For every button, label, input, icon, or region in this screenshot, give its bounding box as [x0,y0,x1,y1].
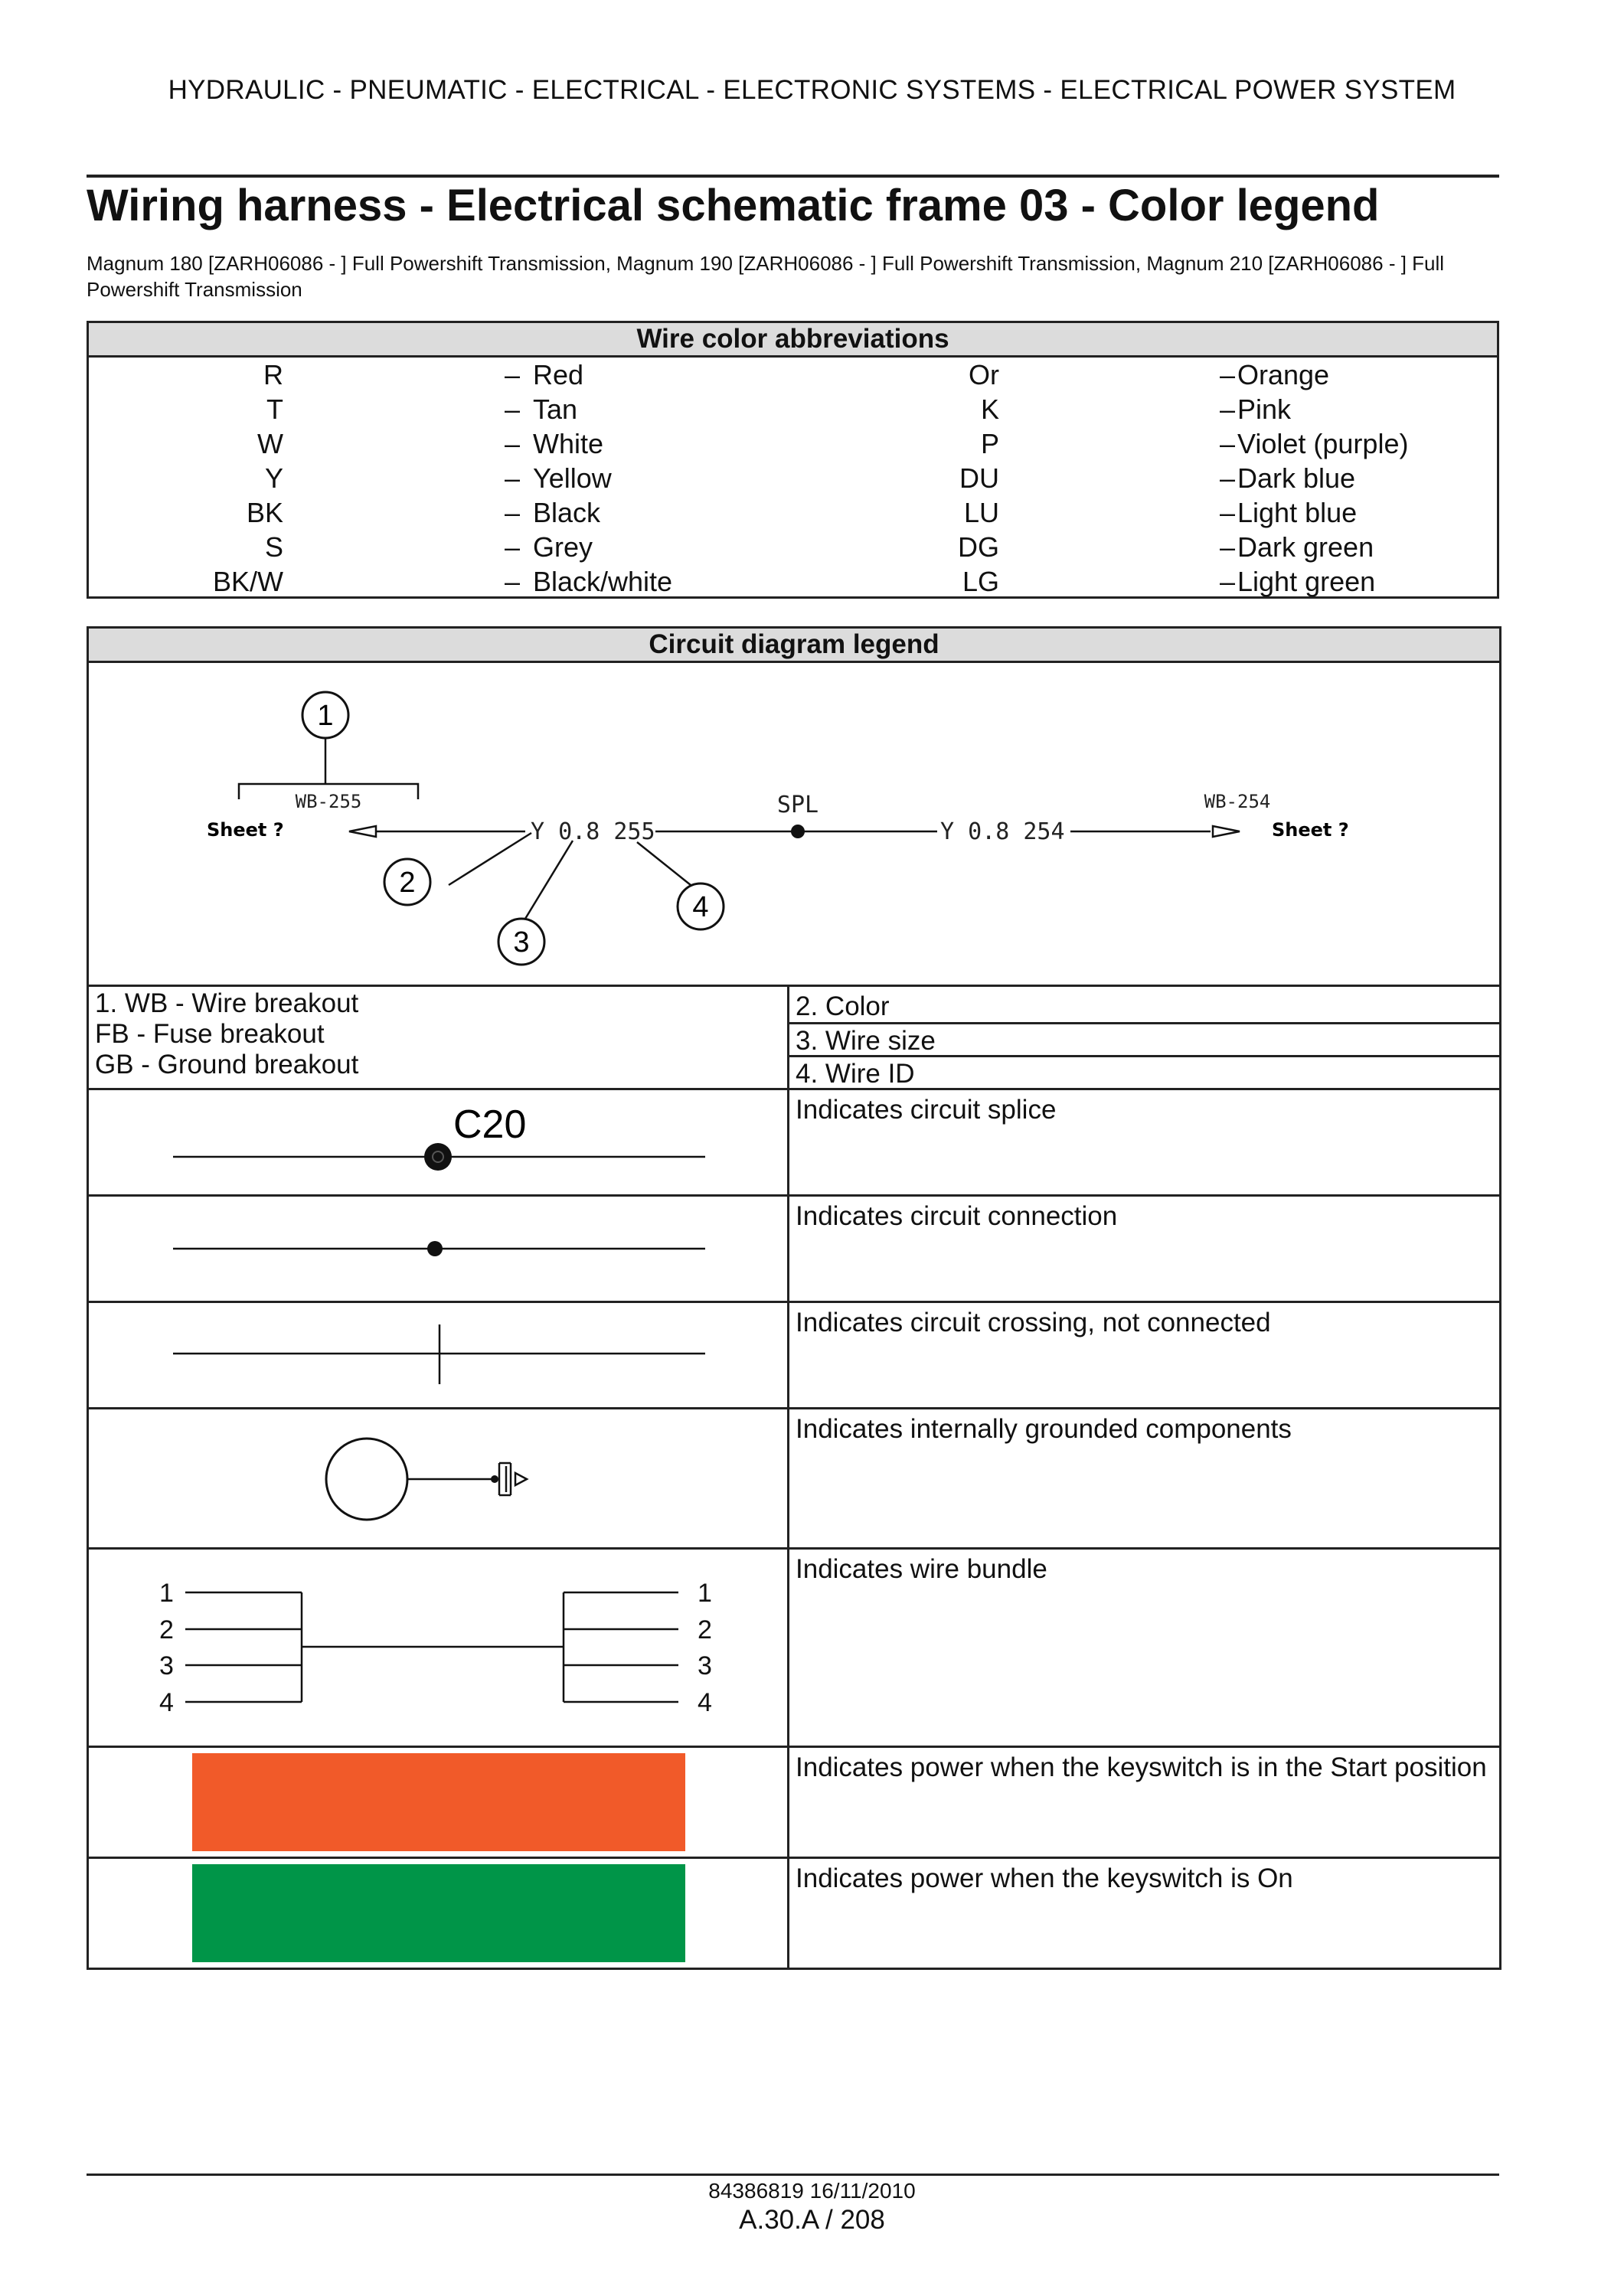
color-dash: – [505,462,521,494]
internal-ground-icon [89,1409,789,1547]
circuit-legend-heading: Circuit diagram legend [88,628,1501,662]
color-name: Dark green [1237,531,1374,563]
wire-color-list [88,357,1498,598]
connection-symbol [89,1197,789,1301]
color-name: Red [533,359,584,390]
key-wire-breakout: 1. WB - Wire breakout [95,988,359,1018]
document-number: 84386819 16/11/2010 [708,2179,916,2203]
color-code: LG [962,566,999,597]
key-left-cell [88,986,789,1089]
color-code: R [263,359,283,390]
callout-1-label: 1 [317,700,334,732]
bundle-right-2: 2 [698,1615,712,1644]
ground-description: Indicates internally grounded components [796,1414,1292,1444]
color-code: W [257,428,283,459]
splice-id-label: C20 [453,1102,527,1147]
splice-label: SPL [776,792,819,818]
color-dash: – [505,359,521,390]
start-power-swatch [192,1753,685,1851]
key-wire-id: 4. Wire ID [796,1059,915,1089]
splice-description-cell [789,1089,1501,1196]
on-power-swatch [192,1864,685,1962]
crossing-symbol [89,1303,789,1407]
start-power-description-cell [789,1747,1501,1858]
color-name: Yellow [533,462,612,494]
color-code: Y [264,462,283,494]
color-name: Black/white [533,566,673,597]
start-power-swatch-cell [88,1747,789,1858]
wire-color-heading: Wire color abbreviations [88,322,1498,357]
connection-symbol-cell [88,1196,789,1302]
color-name: Orange [1237,359,1330,390]
wire-color-row [89,461,1497,495]
left-arrow-icon [349,826,376,837]
color-code: DU [959,462,999,494]
color-dash: – [1220,394,1236,425]
bundle-left-3: 3 [159,1651,174,1680]
wire-color-row [89,426,1497,461]
callout-1 [302,692,348,738]
color-code: T [266,394,283,425]
crossing-description: Indicates circuit crossing, not connected [796,1308,1271,1337]
key-color: 2. Color [789,987,1499,1024]
color-name: Pink [1237,394,1292,425]
color-name: Violet (purple) [1237,428,1409,459]
color-dash: – [1220,566,1236,597]
wire-color-row [89,358,1497,392]
bundle-right-3: 3 [698,1651,712,1680]
color-code: DG [958,531,999,563]
right-breakout-label: WB-254 [1204,791,1271,812]
callout-4-label: 4 [692,891,709,923]
bundle-right-4: 4 [698,1688,712,1717]
color-dash: – [1220,531,1236,563]
callout-3-label: 3 [513,926,530,959]
key-fuse-breakout: FB - Fuse breakout [95,1019,325,1049]
crossing-symbol-cell [88,1302,789,1409]
on-power-swatch-cell [88,1858,789,1969]
key-ground-breakout: GB - Ground breakout [95,1050,359,1079]
callout-2-label: 2 [399,867,416,899]
page-number: A.30.A / 208 [739,2205,885,2235]
bundle-symbol-cell [88,1549,789,1747]
ground-symbol-cell [88,1409,789,1549]
color-name: Tan [533,394,578,425]
example-wiring-diagram [89,663,1501,985]
wire-color-row [89,530,1497,564]
callout-3 [498,919,544,965]
color-code: S [264,531,283,563]
color-name: White [533,428,604,459]
wire-color-row [89,564,1497,599]
color-dash: – [505,394,521,425]
color-dash: – [505,428,521,459]
wire-color-table [87,321,1499,599]
callout-2 [384,859,430,905]
page-title: Wiring harness - Electrical schematic frame 03 - Color legend [87,181,1380,230]
bundle-left-2: 2 [159,1615,174,1644]
splice-symbol-cell [88,1089,789,1196]
connection-description-cell [789,1196,1501,1302]
connection-description: Indicates circuit connection [796,1201,1118,1231]
bundle-left-4: 4 [159,1688,174,1717]
color-dash: – [1220,497,1236,528]
key-right-cell [789,986,1501,1089]
wire-color-row [89,495,1497,530]
splice-symbol [89,1090,789,1194]
right-arrow-icon [1213,826,1240,837]
color-dash: – [505,531,521,563]
bundle-description: Indicates wire bundle [796,1554,1047,1584]
bundle-left-1: 1 [159,1579,174,1608]
color-name: Light green [1237,566,1376,597]
color-name: Grey [533,531,593,563]
running-header: HYDRAULIC - PNEUMATIC - ELECTRICAL - ELECTRONIC SYSTEMS - ELECTRICAL POWER SYSTEM [168,75,1456,105]
header-rule [87,175,1499,178]
on-power-description: Indicates power when the keyswitch is On [796,1863,1293,1893]
color-code: BK/W [212,566,283,597]
splice-description: Indicates circuit splice [796,1095,1057,1125]
on-power-description-cell [789,1858,1501,1969]
wire-color-row [89,392,1497,426]
left-breakout-label: WB-255 [295,791,362,812]
color-dash: – [505,566,521,597]
color-code: Or [969,359,999,390]
color-dash: – [505,497,521,528]
color-code: P [980,428,999,459]
color-dash: – [1220,428,1236,459]
ground-description-cell [789,1409,1501,1549]
color-code: BK [246,497,283,528]
bundle-right-1: 1 [698,1579,712,1608]
wire-right-label: Y 0.8 254 [940,818,1065,845]
right-sheet-label: Sheet ? [1272,819,1349,841]
example-diagram-cell [88,662,1501,986]
start-power-description: Indicates power when the keyswitch is in the Start position [796,1752,1487,1782]
wire-bundle-symbol [89,1550,789,1746]
circuit-legend-table [87,626,1501,1970]
color-name: Dark blue [1237,462,1356,494]
key-wire-size: 3. Wire size [789,1024,1499,1057]
applicability-text: Magnum 180 [ZARH06086 - ] Full Powershift Transmission, Magnum 190 [ZARH06086 - ] Full Powershift Transmission, Magnum 210 [ZARH06086 - ] Full Powershift Transmission [87,252,1445,301]
color-code: LU [963,497,999,528]
footer-rule [87,2174,1499,2176]
color-name: Light blue [1237,497,1358,528]
color-code: K [980,394,999,425]
bundle-description-cell [789,1549,1501,1747]
left-sheet-label: Sheet ? [207,819,284,841]
crossing-description-cell [789,1302,1501,1409]
callout-4 [678,883,724,929]
color-dash: – [1220,462,1236,494]
color-name: Black [533,497,601,528]
color-dash: – [1220,359,1236,390]
wire-left-label: Y 0.8 255 [531,818,655,845]
